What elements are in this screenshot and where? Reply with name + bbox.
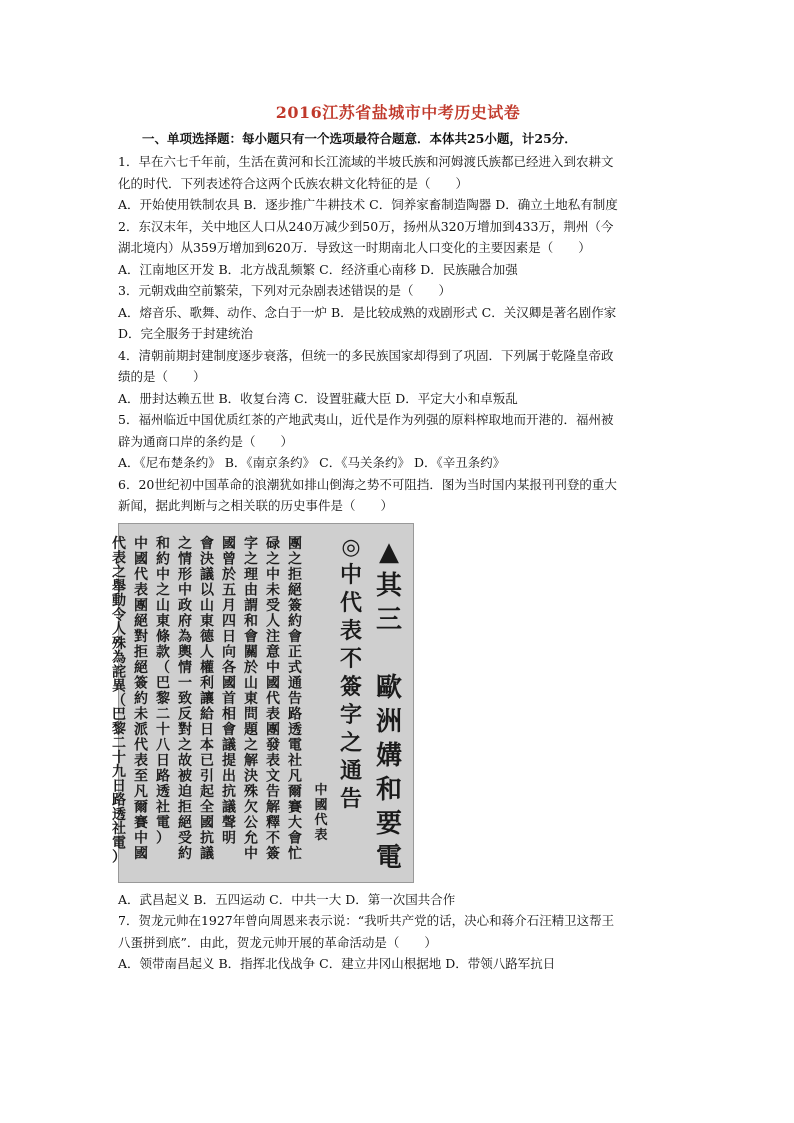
text-line: A．武昌起义 B．五四运动 C．中共一大 D．第一次国共合作 (118, 891, 456, 907)
clipping-column-text: 碌之中未受人注意中國代表團發表文告解釋不簽 (266, 535, 280, 862)
text-line: 1．早在六七千年前，生活在黄河和长江流域的半坡氏族和河姆渡氏族都已经进入到农耕文 (118, 154, 614, 169)
text-line: 化的时代．下列表述符合这两个氏族农耕文化特征的是（ ） (118, 175, 469, 191)
newspaper-clipping-image (112, 523, 414, 883)
clipping-column-text: 國曾於五月四日向各國首相會議提出抗議聲明 (222, 535, 236, 846)
text-line: 3．元朝戏曲空前繁荣，下列对元杂剧表述错误的是（ ） (118, 283, 451, 298)
clipping-header (376, 537, 404, 873)
text-line: A．江南地区开发 B．北方战乱频繁 C．经济重心南移 D．民族融合加强 (118, 261, 518, 277)
clipping-column-text: 代表之舉動令人殊為詫異（巴黎二十九日路透社電） (112, 535, 126, 866)
text-line: 4．清朝前期封建制度逐步衰落，但统一的多民族国家却得到了巩固．下列属于乾隆皇帝政 (118, 347, 614, 363)
text-line: A．领带南昌起义 B．指挥北伐战争 C．建立井冈山根据地 D．带领八路军抗日 (118, 956, 556, 971)
text-line: 2．东汉末年，关中地区人口从240万减少到50万，扬州从320万增加到433万，荆州（今 (118, 218, 614, 234)
clipping-column (177, 535, 193, 862)
clipping-column-text: 會決議以山東德人權利讓給日本已引起全國抗議 (200, 535, 214, 862)
text-line: 辟为通商口岸的条约是（ ） (118, 433, 294, 449)
text-line: 绩的是（ ） (118, 369, 206, 384)
text-line: 7．贺龙元帅在1927年曾向周恩来表示说：“我听共产党的话，决心和蒋介石汪精卫这帮王 (118, 913, 615, 928)
question-block (118, 151, 678, 517)
clipping-column (155, 535, 171, 847)
clipping-column (266, 536, 281, 862)
newspaper-clipping-svg (112, 524, 413, 882)
clipping-column (199, 535, 215, 862)
text-line: A．开始使用铁制农具 B．逐步推广牛耕技术 C．饲养家畜制造陶器 D．确立土地私有制度 (118, 197, 618, 212)
clipping-column-text: 中國代表團絕對拒絕簽約未派代表至凡爾賽中國 (134, 535, 148, 862)
text-line: 八蛋拼到底”．由此，贺龙元帅开展的革命活动是（ ） (118, 934, 437, 950)
text-line: D．完全服务于封建统治 (118, 326, 254, 341)
text-line: 新闻，据此判断与之相关联的历史事件是（ ） (118, 498, 394, 513)
text-line: A．熔音乐、歌舞、动作、念白于一炉 B．是比较成熟的戏剧形式 C．关汉卿是著名剧作家 (118, 304, 617, 320)
clipping-byline (314, 782, 328, 843)
clipping-column-text: 和約中之山東條款（巴黎二十八日路透社電） (156, 535, 170, 846)
text-line: 6．20世纪初中国革命的浪潮犹如排山倒海之势不可阻挡．图为当时国内某报刊刊登的重大 (118, 476, 617, 492)
text-line: 5．福州临近中国优质红茶的产地武夷山，近代是作为列强的原料榨取地而开港的．福州被 (118, 412, 614, 427)
clipping-byline-text: 中國代表 (314, 782, 328, 843)
clipping-headline (340, 534, 362, 812)
exam-title: 2016江苏省盐城市中考历史试卷 (275, 103, 521, 122)
text-line: A．《尼布楚条约》 B．《南京条约》 C．《马关条约》 D．《辛丑条约》 (118, 455, 506, 470)
clipping-column-text: 之情形中政府為輿情一致反對之故被迫拒絕受約 (178, 535, 192, 862)
question-block-after (118, 889, 678, 975)
section-heading: 一、单项选择题：每小题只有一个选项最符合题意．本体共25小题，计25分． (142, 131, 577, 146)
clipping-column-text: 字之理由謂和會關於山東問題之解決殊欠公允中 (244, 535, 258, 862)
clipping-headline-text: ◎中代表不簽字之通告 (339, 533, 363, 812)
exam-page (112, 100, 678, 975)
clipping-header-text: ▲其三 歐洲媾和要電 (375, 536, 403, 873)
clipping-column-text: 團之拒絕簽約會正式通告路透電社凡爾賽大會忙 (288, 535, 302, 862)
text-line: 湖北境内）从359万增加到620万．导致这一时期南北人口变化的主要因素是（ ） (118, 240, 591, 255)
text-line: A．册封达赖五世 B．收复台湾 C．设置驻藏大臣 D．平定大小和卓叛乱 (118, 390, 518, 406)
clipping-column (133, 535, 149, 862)
clipping-column (243, 535, 259, 862)
clipping-column (222, 535, 237, 847)
clipping-column (287, 535, 303, 862)
clipping-column (111, 535, 127, 866)
